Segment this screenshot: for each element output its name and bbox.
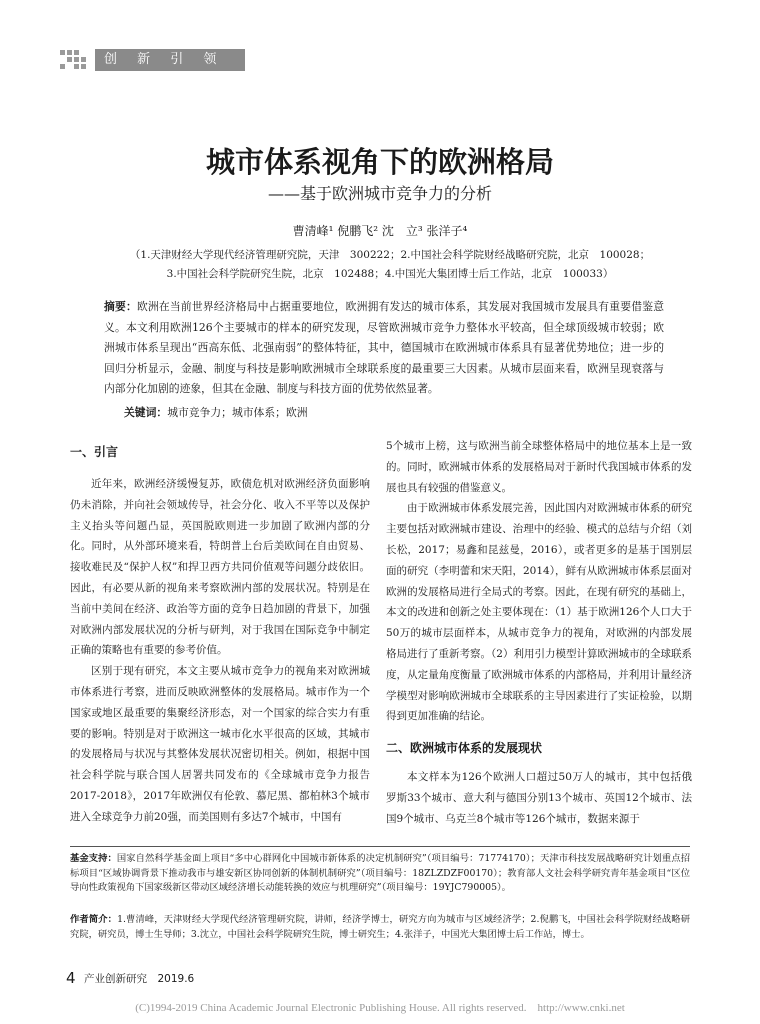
affiliation-line-2: 3.中国社会科学院研究生院，北京 102488；4.中国光大集团博士后工作站，北京 100033） [166, 268, 614, 280]
page-number: 4 [66, 969, 76, 987]
abstract-label: 摘要： [104, 300, 137, 313]
copyright-watermark: (C)1994-2019 China Academic Journal Electronic Publishing House. All rights reserved. http://www.cnki.net [135, 1002, 625, 1014]
status-paragraph-1: 本文样本为126个欧洲人口超过50万人的城市，其中包括俄罗斯33个城市、意大利与德国分别13个城市、英国12个城市、法国9个城市、乌克兰8个城市等126个城市，数据来源于 [386, 771, 692, 825]
section-label: 创 新 引 领 [104, 52, 225, 67]
keywords-text: 城市竞争力；城市体系；欧洲 [167, 406, 308, 419]
funding-text: 国家自然科学基金面上项目“多中心群网化中国城市新体系的决定机制研究”（项目编号：71774170）；天津市科技发展战略研究计划重点招标项目“区域协调背景下推动我市与雄安新区协同创新的体制机制研究”（项目编号：18ZLZDZF00170）；教育部人文社会科学研究青年基金项目“区位导向性政策视角下国家级新区带动区域经济增长动能转换的效应与机理研究”（项目编号：19YJC790005）。 [70, 853, 690, 893]
author-bio-label: 作者简介： [70, 914, 118, 925]
abstract-text: 欧洲在当前世界经济格局中占据重要地位，欧洲拥有发达的城市体系，其发展对我国城市发展具有重要借鉴意义。本文利用欧洲126个主要城市的样本的研究发现，尽管欧洲城市竞争力整体水平较高，但全球顶级城市较弱；欧洲城市体系呈现出“西高东低、北强南弱”的整体特征，其中，德国城市在欧洲城市体系具有显著优势地位；进一步的回归分析显示，金融、制度与科技是影响欧洲城市全球联系度的最重要三大因素。从城市层面来看，欧洲呈现衰落与内部分化加剧的迹象，但其在金融、制度与科技方面的优势依然显著。 [104, 300, 664, 395]
journal-info: 产业创新研究 2019.6 [84, 973, 195, 985]
affiliation-line-1: （1.天津财经大学现代经济管理研究院，天津 300222；2.中国社会科学院财经战略研究院，北京 100028； [129, 249, 651, 261]
right-column [386, 436, 692, 830]
intro-paragraph-3: 由于欧洲城市体系发展完善，因此国内对欧洲城市体系的研究主要包括对欧洲城市建设、治理中的经验、模式的总结与介绍（刘长松，2017；易鑫和昆兹曼，2016），或者更多的是基于国别层面的研究（李明蕾和宋天阳，2014），鲜有从欧洲城市体系层面对欧洲的发展格局进行全局式的考察。因此，在现有研究的基础上，本文的改进和创新之处主要体现在：（1）基于欧洲126个人口大于50万的城市层面样本，从城市竞争力的视角，对欧洲的内部发展格局进行了重新考察。（2）利用引力模型计算欧洲城市的全球联系度，从定量角度衡量了欧洲城市体系的内部格局，并利用计量经济学模型对影响欧洲城市全球联系的主导因素进行了实证检验，以期得到更加准确的结论。 [386, 502, 692, 723]
keywords-label: 关键词： [124, 406, 168, 419]
section-heading-status: 二、欧洲城市体系的发展现状 [386, 741, 543, 756]
author-bio-text: 1.曹清峰，天津财经大学现代经济管理研究院，讲师，经济学博士，研究方向为城市与区域经济学；2.倪鹏飞，中国社会科学院财经战略研究院，研究员，博士生导师；3.沈立，中国社会科学院研究生院，博士研究生；4.张洋子，中国光大集团博士后工作站，博士。 [70, 914, 690, 940]
section-heading-introduction: 一、引言 [70, 445, 119, 459]
abstract [104, 297, 664, 400]
article-subtitle: ——基于欧洲城市竞争力的分析 [267, 184, 492, 203]
intro-paragraph-continued: 5个城市上榜，这与欧洲当前全球整体格局中的地位基本上是一致的。同时，欧洲城市体系的发展格局对于新时代我国城市体系的发展也具有较强的借鉴意义。 [386, 440, 692, 494]
intro-paragraph-1: 近年来，欧洲经济缓慢复苏，欧债危机对欧洲经济负面影响仍未消除，并向社会领域传导，社会分化、收入不平等以及保护主义抬头等问题凸显，英国脱欧则进一步加剧了欧洲内部的分化。同时，从外部环境来看，特朗普上台后美欧间在自由贸易、接收难民及“保护人权”和捍卫西方共同价值观等问题分歧依旧。因此，有必要从新的视角来考察欧洲内部的发展状况。特别是在当前中美间在经济、政治等方面的竞争日趋加剧的背景下，加强对欧洲内部发展状况的分析与研判，对于我国在国际竞争中制定正确的策略也有重要的参考价值。 [70, 478, 370, 657]
keywords [124, 404, 664, 422]
funding-label: 基金支持： [70, 853, 117, 864]
footnote-authors [70, 913, 690, 942]
left-column [70, 442, 370, 828]
article-title: 城市体系视角下的欧洲格局 [205, 145, 554, 179]
footnote-divider [70, 846, 690, 847]
author-line: 曹清峰¹ 倪鹏飞² 沈 立³ 张洋子⁴ [292, 224, 468, 238]
footnote-funding [70, 852, 690, 896]
header-decoration [60, 46, 90, 72]
intro-paragraph-2: 区别于现有研究，本文主要从城市竞争力的视角来对欧洲城市体系进行考察，进而反映欧洲整体的发展格局。城市作为一个国家或地区最重要的集聚经济形态，对一个国家的综合实力有重要的影响。特别是对于欧洲这一城市化水平很高的区域，其城市的发展格局与状况与其整体发展状况密切相关。例如，根据中国社会科学院与联合国人居署共同发布的《全球城市竞争力报告2017-2018》，2017年欧洲仅有伦敦、慕尼黑、都柏林3个城市进入全球竞争力前20强，而美国则有多达7个城市，中国有 [70, 665, 370, 823]
